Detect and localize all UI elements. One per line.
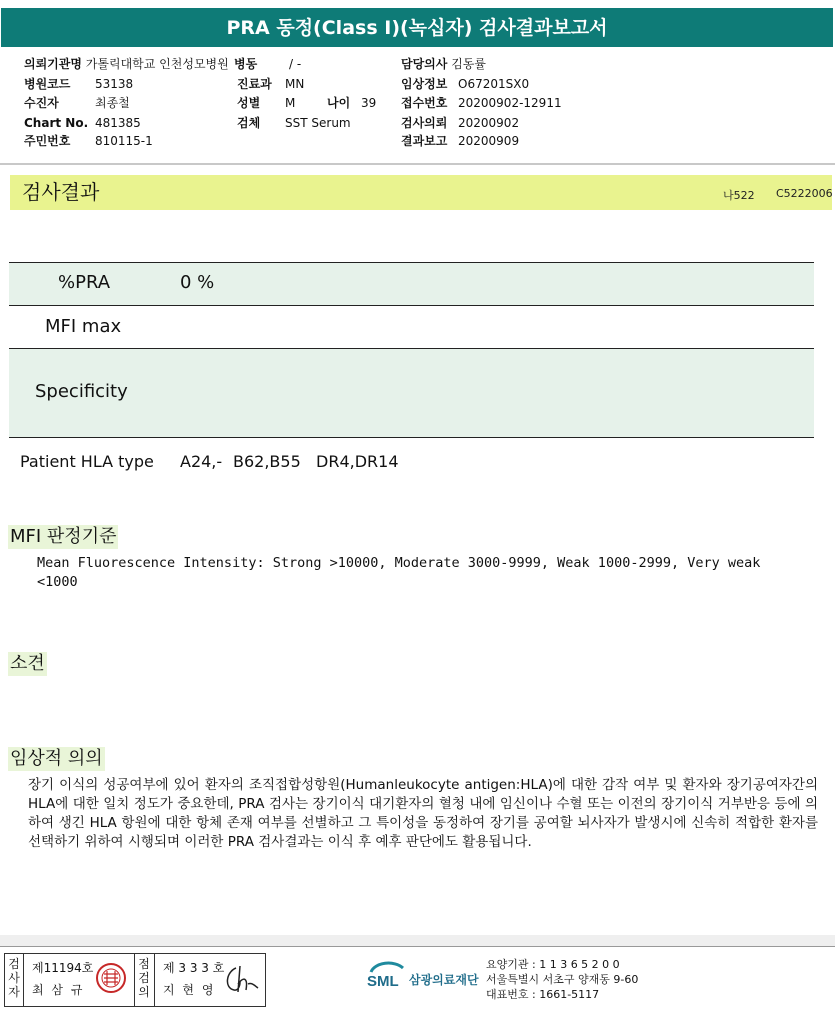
specimen-value: SST Serum (285, 116, 351, 130)
specimen-label: 검체 (237, 116, 261, 130)
request-date-row (401, 116, 520, 130)
opinion-heading: 소견 (10, 653, 45, 674)
section-title: 검사결과 (22, 180, 100, 204)
sex-label: 성별 (237, 96, 261, 110)
clinical-info-row (401, 77, 530, 91)
pra-row (9, 263, 814, 305)
mfi-label: MFI max (45, 316, 122, 337)
ward-value: / - (289, 57, 302, 71)
specimen-row (237, 116, 351, 130)
reviewer-name: 지 현 영 (163, 983, 216, 997)
mfi-criteria-text: Mean Fluorescence Intensity: Strong >10000, Moderate 3000-9999, Weak 1000-2999, Very weak <1000 (37, 555, 761, 590)
examiner-name: 최 삼 규 (32, 983, 85, 997)
footer-top-line (0, 946, 835, 947)
chart-no-value: 481385 (95, 116, 141, 130)
table-line-2 (9, 305, 814, 306)
ward-label: 병동 (234, 57, 258, 71)
org-address: 서울특별시 서초구 양재동 9-60 (486, 973, 639, 986)
org-name: 삼광의료재단 (409, 973, 479, 987)
examiner-seal (95, 962, 127, 994)
hla-a-value: A24,- (180, 452, 223, 471)
institution-row (24, 57, 229, 71)
department-value: MN (285, 77, 305, 91)
section-band (10, 175, 832, 210)
signature-divider-2 (134, 953, 135, 1006)
signature-divider-1 (23, 953, 24, 1006)
age-row (327, 96, 377, 110)
sex-value: M (285, 96, 296, 110)
sml-logo (365, 958, 409, 998)
hospital-code-label: 병원코드 (24, 77, 71, 91)
specificity-row (9, 349, 814, 437)
hospital-code-row (24, 77, 134, 91)
receipt-no-label: 접수번호 (401, 96, 448, 110)
reviewer-no: 제 3 3 3 호 (163, 961, 225, 975)
doctor-row (401, 57, 486, 71)
chart-no-label: Chart No. (24, 116, 89, 130)
org-code: 요양기관 : 1 1 3 6 5 2 0 0 (486, 958, 620, 971)
pra-label: %PRA (58, 272, 111, 293)
hla-label: Patient HLA type (20, 452, 154, 471)
hla-b-value: B62,B55 (233, 452, 301, 471)
section-code-1: 나522 (723, 189, 755, 202)
clinical-info-value: O67201SX0 (458, 77, 530, 91)
request-date-label: 검사의뢰 (401, 116, 448, 130)
hospital-code-value: 53138 (95, 77, 134, 91)
patient-row (24, 96, 130, 110)
reviewer-label: 점검의 (138, 957, 150, 999)
id-no-value: 810115-1 (95, 134, 153, 148)
receipt-no-row (401, 96, 562, 110)
section-code-2: C5222006 (776, 187, 833, 200)
age-label: 나이 (327, 96, 351, 110)
hla-dr-value: DR4,DR14 (316, 452, 399, 471)
specificity-label: Specificity (35, 381, 128, 402)
id-no-label: 주민번호 (24, 134, 71, 148)
clinical-text: 장기 이식의 성공여부에 있어 환자의 조직접합성항원(Humanleukocyte antigen:HLA)에 대한 감작 여부 및 환자와 장기공여자간의 HLA에 대한 일치 정도가 중요한데, PRA 검사는 장기이식 대기환자의 혈청 내에 임신이나 수혈 또는 이전의 장기이식 거부반응 등에 의하여 생긴 HLA 항원에 대한 항체 존재 여부를 선별하고 그 특이성을 동정하여 장기를 공여할 뇌사자가 발생시에 신속히 적합한 환자를 선택하기 위하여 시행되며 이러한 PRA 검사결과는 이식 후 예후 판단에도 활용됩니다. (28, 777, 818, 850)
institution-value: 가톨릭대학교 인천성모병원 (85, 57, 229, 71)
id-no-row (24, 134, 153, 148)
mfi-criteria-heading: MFI 판정기준 (10, 526, 117, 547)
doctor-value: 김동률 (451, 57, 486, 71)
department-row (237, 77, 305, 91)
report-date-value: 20200909 (458, 134, 520, 148)
examiner-label: 검사자 (8, 957, 20, 999)
examiner-no: 제11194호 (32, 961, 94, 975)
org-phone: 대표번호 : 1661-5117 (486, 988, 600, 1001)
sml-logo-text: SML (367, 973, 399, 990)
patient-label: 수진자 (24, 96, 59, 110)
ward-row (234, 57, 301, 71)
department-label: 진료과 (237, 77, 272, 91)
chart-no-row (24, 116, 141, 130)
institution-label: 의뢰기관명 (24, 57, 82, 71)
clinical-info-label: 임상정보 (401, 77, 448, 91)
sex-row (237, 96, 296, 110)
header-divider (0, 163, 835, 165)
report-date-label: 결과보고 (401, 134, 448, 148)
report-date-row (401, 134, 520, 148)
table-bottom-line (9, 437, 814, 438)
patient-value: 최종철 (95, 96, 130, 110)
receipt-no-value: 20200902-12911 (458, 96, 562, 110)
reviewer-signature (222, 962, 260, 996)
report-title: PRA 동정(Class I)(녹십자) 검사결과보고서 (1, 8, 833, 47)
signature-divider-3 (154, 953, 155, 1006)
pra-value: 0 % (180, 272, 215, 293)
request-date-value: 20200902 (458, 116, 520, 130)
age-value: 39 (361, 96, 377, 110)
clinical-heading: 임상적 의의 (10, 748, 103, 769)
doctor-label: 담당의사 (401, 57, 448, 71)
